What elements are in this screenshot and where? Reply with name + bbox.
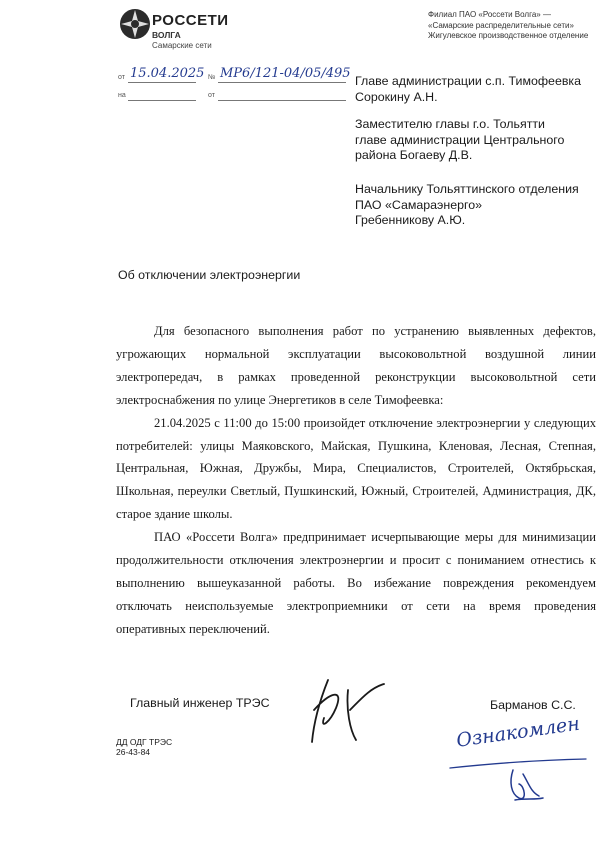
- rosseti-logo-icon: [119, 8, 151, 40]
- letter-body: [116, 320, 596, 641]
- reg-number-value: МР6/121-04/05/495: [220, 66, 351, 81]
- reg-from-line: [128, 82, 196, 83]
- handwritten-note: Ознакомлен: [455, 712, 582, 752]
- reg-from-label: от: [118, 74, 125, 81]
- reg-to-line: [128, 100, 196, 101]
- reg-of-line: [218, 100, 346, 101]
- branch-line-3: Жигулевское производственное отделение: [428, 31, 589, 40]
- branch-line-2: «Самарские распределительные сети»: [428, 20, 574, 30]
- reg-number-line: [218, 82, 346, 83]
- executor-name: ДД ОДГ ТРЭС: [116, 737, 173, 747]
- logo-subtitle: Самарские сети: [152, 41, 212, 50]
- letter-subject: Об отключении электроэнергии: [118, 268, 301, 282]
- reg-number-label: №: [208, 74, 216, 81]
- reg-from-value: 15.04.2025: [130, 66, 205, 81]
- addressee-1: Главе администрации с.п. Тимофеевка Сорокину А.Н.: [355, 74, 582, 104]
- reg-of-label: от: [208, 92, 215, 99]
- executor-phone: 26-43-84: [116, 747, 151, 757]
- signature-mark-icon: [300, 670, 400, 750]
- executor-info: [116, 737, 172, 757]
- reg-to-label: на: [118, 92, 126, 99]
- addressee-2: Заместителю главы г.о. Тольятти главе администрации Центрального района Богаеву Д.В.: [355, 117, 565, 162]
- handwritten-initials-icon: [505, 762, 545, 804]
- body-paragraph-3: ПАО «Россети Волга» предпринимает исчерпывающие меры для минимизации продолжительности отключения электроэнергии и просит с пониманием отнестись к выполнению вышеуказанной работы. Во избежание повреждения рекомендуем отключать неиспользуемые электроприемники от сети на время проведения оперативных переключений.: [116, 530, 596, 636]
- branch-info: [428, 10, 588, 42]
- logo-region: ВОЛГА: [152, 30, 181, 40]
- branch-line-1: Филиал ПАО «Россети Волга» —: [428, 10, 551, 19]
- addressee-3: Начальнику Тольяттинского отделения ПАО «Самараэнерго» Гребенникову А.Ю.: [355, 182, 579, 227]
- signature-name: Барманов С.С.: [490, 698, 576, 712]
- logo-name: РОССЕТИ: [152, 12, 229, 29]
- body-paragraph-2: 21.04.2025 с 11:00 до 15:00 произойдет отключение электроэнергии у следующих потребителей: улицы Маяковского, Майская, Пушкина, Кленовая, Лесная, Степная, Центральная, Южная, Дружбы, Мира, Специалистов, Строителей, Октябрьская, Школьная, переулки Светлый, Пушкинский, Южный, Строителей, Администрация, ДК, старое здание школы.: [116, 415, 596, 522]
- signature-title: Главный инженер ТРЭС: [130, 696, 270, 710]
- body-paragraph-1: Для безопасного выполнения работ по устранению выявленных дефектов, угрожающих нормальной эксплуатации высоковольтной воздушной линии электропередач, в рамках проведенной реконструкции высоковольтной сети электроснабжения по улице Энергетиков в селе Тимофеевка:: [116, 324, 596, 407]
